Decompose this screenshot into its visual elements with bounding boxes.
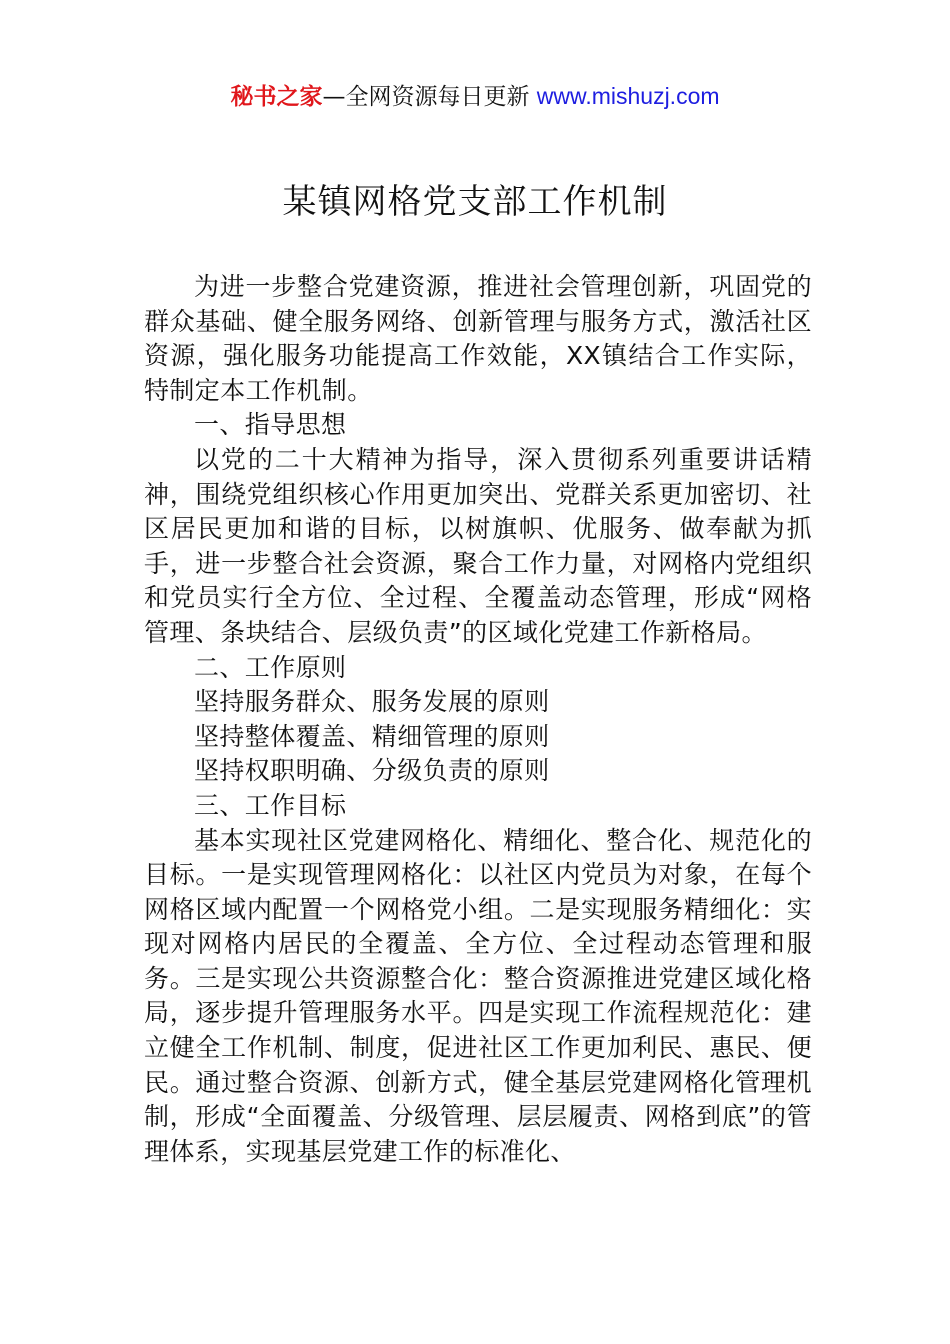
section-heading-work-principles: 二、工作原则 bbox=[194, 652, 347, 682]
document-title: 某镇网格党支部工作机制 bbox=[282, 182, 668, 222]
document-body bbox=[144, 270, 812, 1169]
principle-item: 坚持权职明确、分级负责的原则 bbox=[194, 756, 550, 786]
guiding-ideology-paragraph: 以党的二十大精神为指导，深入贯彻系列重要讲话精神，围绕党组织核心作用更加突出、党群关系更加密切、社区居民更加和谐的目标，以树旗帜、优服务、做奉献为抓手，进一步整合社会资源，聚合工作力量，对网格内党组织和党员实行全方位、全过程、全覆盖动态管理，形成“网格管理、条块结合、层级负责”的区域化党建工作新格局。 bbox=[144, 444, 812, 647]
site-link[interactable]: www.mishuzj.com bbox=[536, 83, 720, 109]
section-heading-work-goals: 三、工作目标 bbox=[194, 790, 347, 820]
header-tagline: —全网资源每日更新 bbox=[322, 84, 537, 110]
principle-item: 坚持整体覆盖、精细管理的原则 bbox=[194, 721, 550, 751]
principle-item: 坚持服务群众、服务发展的原则 bbox=[194, 687, 550, 717]
section-heading-guiding-ideology: 一、指导思想 bbox=[194, 410, 347, 440]
work-goals-paragraph: 基本实现社区党建网格化、精细化、整合化、规范化的目标。一是实现管理网格化：以社区内党员为对象，在每个网格区域内配置一个网格党小组。二是实现服务精细化：实现对网格内居民的全覆盖、全方位、全过程动态管理和服务。三是实现公共资源整合化：整合资源推进党建区域化格局，逐步提升管理服务水平。四是实现工作流程规范化：建立健全工作机制、制度，促进社区工作更加利民、惠民、便民。通过整合资源、创新方式，健全基层党建网格化管理机制，形成“全面覆盖、分级管理、层层履责、网格到底”的管理体系，实现基层党建工作的标准化、 bbox=[144, 825, 812, 1166]
site-header bbox=[0, 80, 950, 113]
brand-name: 秘书之家 bbox=[230, 84, 323, 110]
intro-paragraph: 为进一步整合党建资源，推进社会管理创新，巩固党的群众基础、健全服务网络、创新管理与服务方式，激活社区资源，强化服务功能提高工作效能，XX镇结合工作实际，特制定本工作机制。 bbox=[144, 272, 812, 405]
